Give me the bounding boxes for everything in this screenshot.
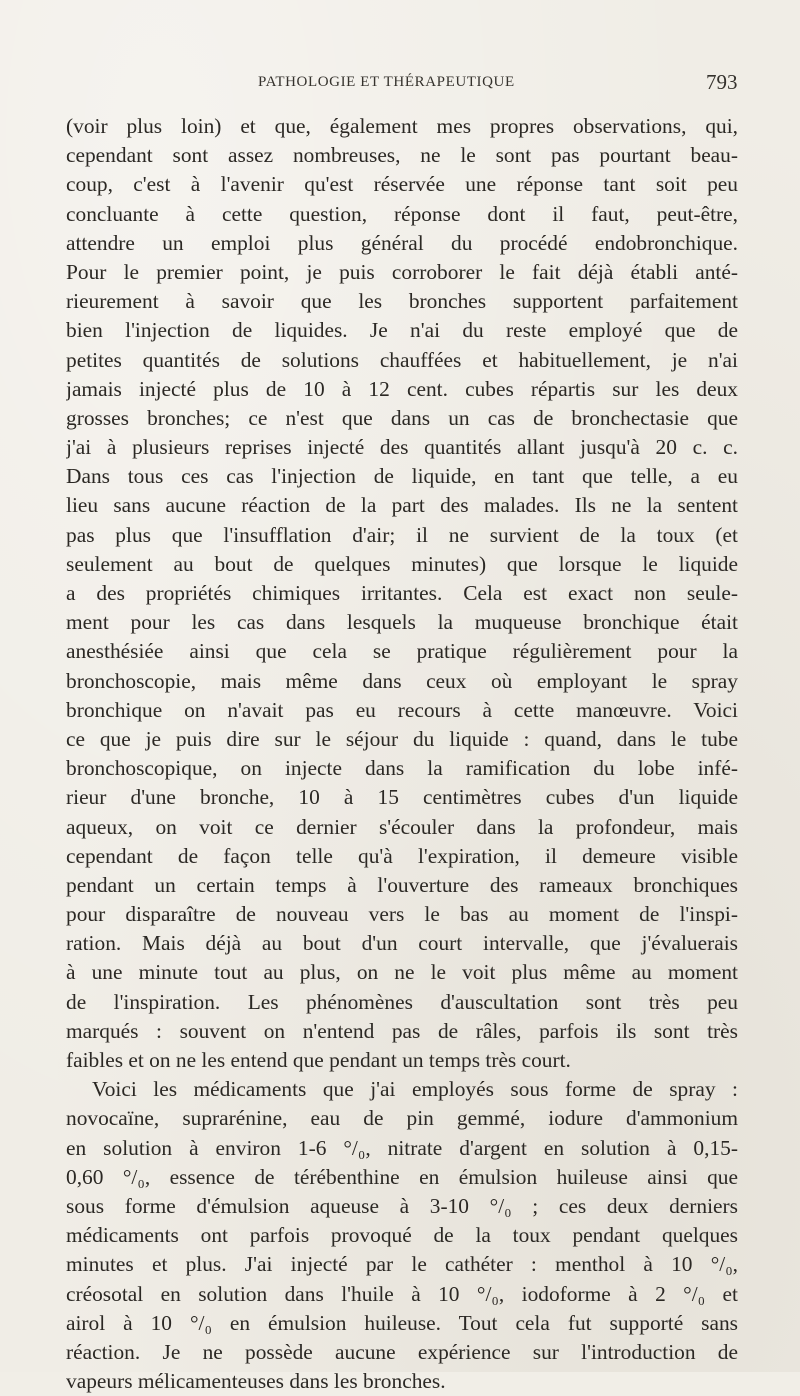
- text-line: cependant de façon telle qu'à l'expiration, il demeure visible: [66, 843, 738, 868]
- text-line: ration. Mais déjà au bout d'un court intervalle, que j'évaluerais: [66, 931, 738, 956]
- text-line: de l'inspiration. Les phénomènes d'auscultation sont très peu: [66, 989, 738, 1014]
- body-text: [66, 112, 738, 1396]
- text-line: ce que je puis dire sur le séjour du liquide : quand, dans le tube: [66, 726, 738, 751]
- text-line: bronchique on n'avait pas eu recours à cette manœuvre. Voici: [66, 697, 738, 722]
- text-line: a des propriétés chimiques irritantes. Cela est exact non seule-: [66, 581, 738, 605]
- text-line: pendant un certain temps à l'ouverture des rameaux bronchiques: [66, 872, 738, 897]
- text-line: attendre un emploi plus général du procédé endobronchique.: [66, 230, 738, 255]
- text-line: à une minute tout au plus, on ne le voit plus même au moment: [66, 960, 738, 985]
- text-line: petites quantités de solutions chauffées et habituellement, je n'ai: [66, 347, 738, 372]
- text-line: 0,60 °/₀, essence de térébenthine en émulsion huileuse ainsi que: [66, 1164, 738, 1189]
- text-line: j'ai à plusieurs reprises injecté des quantités allant jusqu'à 20 c. c.: [66, 435, 738, 460]
- text-line: rieurement à savoir que les bronches supportent parfaitement: [66, 289, 738, 314]
- text-line: cependant sont assez nombreuses, ne le sont pas pourtant beau-: [66, 143, 738, 168]
- text-line: vapeurs mélicamenteuses dans les bronches.: [66, 1369, 446, 1394]
- text-line: jamais injecté plus de 10 à 12 cent. cubes répartis sur les deux: [66, 376, 738, 401]
- text-line: anesthésiée ainsi que cela se pratique régulièrement pour la: [66, 639, 738, 664]
- text-line: créosotal en solution dans l'huile à 10 °/₀, iodoforme à 2 °/₀ et: [66, 1281, 738, 1306]
- text-line: ment pour les cas dans lesquels la muqueuse bronchique était: [66, 610, 738, 635]
- text-line: Pour le premier point, je puis corroborer le fait déjà établi anté-: [66, 259, 738, 284]
- text-line: lieu sans aucune réaction de la part des malades. Ils ne la sentent: [66, 493, 738, 518]
- text-line: médicaments ont parfois provoqué de la toux pendant quelques: [66, 1223, 738, 1248]
- text-line: pour disparaître de nouveau vers le bas au moment de l'inspi-: [66, 902, 738, 927]
- text-line: aqueux, on voit ce dernier s'écouler dans la profondeur, mais: [66, 814, 738, 839]
- text-line: seulement au bout de quelques minutes) que lorsque le liquide: [66, 551, 738, 576]
- text-line: concluante à cette question, réponse dont il faut, peut-être,: [66, 201, 738, 226]
- text-line: coup, c'est à l'avenir qu'est réservée une réponse tant soit peu: [66, 172, 738, 197]
- text-line: sous forme d'émulsion aqueuse à 3-10 °/₀ ; ces deux derniers: [66, 1193, 738, 1218]
- text-line: marqués : souvent on n'entend pas de râles, parfois ils sont très: [66, 1018, 738, 1043]
- text-line: bronchoscopie, mais même dans ceux où employant le spray: [66, 668, 738, 693]
- text-line: novocaïne, suprarénine, eau de pin gemmé, iodure d'ammonium: [66, 1106, 738, 1131]
- text-line: en solution à environ 1-6 °/₀, nitrate d'argent en solution à 0,15-: [66, 1135, 738, 1160]
- running-title: PATHOLOGIE ET THÉRAPEUTIQUE: [258, 74, 515, 90]
- text-line: Voici les médicaments que j'ai employés sous forme de spray :: [92, 1077, 738, 1102]
- text-line: réaction. Je ne possède aucune expérience sur l'introduction de: [66, 1339, 738, 1364]
- text-line: bronchoscopique, on injecte dans la ramification du lobe infé-: [66, 756, 738, 781]
- text-line: minutes et plus. J'ai injecté par le cathéter : menthol à 10 °/₀,: [66, 1252, 738, 1277]
- text-line: (voir plus loin) et que, également mes propres observations, qui,: [66, 114, 738, 138]
- text-line: airol à 10 °/₀ en émulsion huileuse. Tout cela fut supporté sans: [66, 1310, 738, 1335]
- text-line: faibles et on ne les entend que pendant un temps très court.: [66, 1048, 571, 1072]
- text-line: Dans tous ces cas l'injection de liquide, en tant que telle, a eu: [66, 464, 738, 489]
- text-line: grosses bronches; ce n'est que dans un cas de bronchectasie que: [66, 405, 738, 430]
- text-line: bien l'injection de liquides. Je n'ai du reste employé que de: [66, 318, 738, 343]
- page-number: 793: [706, 70, 738, 94]
- text-line: rieur d'une bronche, 10 à 15 centimètres cubes d'un liquide: [66, 785, 738, 810]
- text-line: pas plus que l'insufflation d'air; il ne survient de la toux (et: [66, 522, 738, 547]
